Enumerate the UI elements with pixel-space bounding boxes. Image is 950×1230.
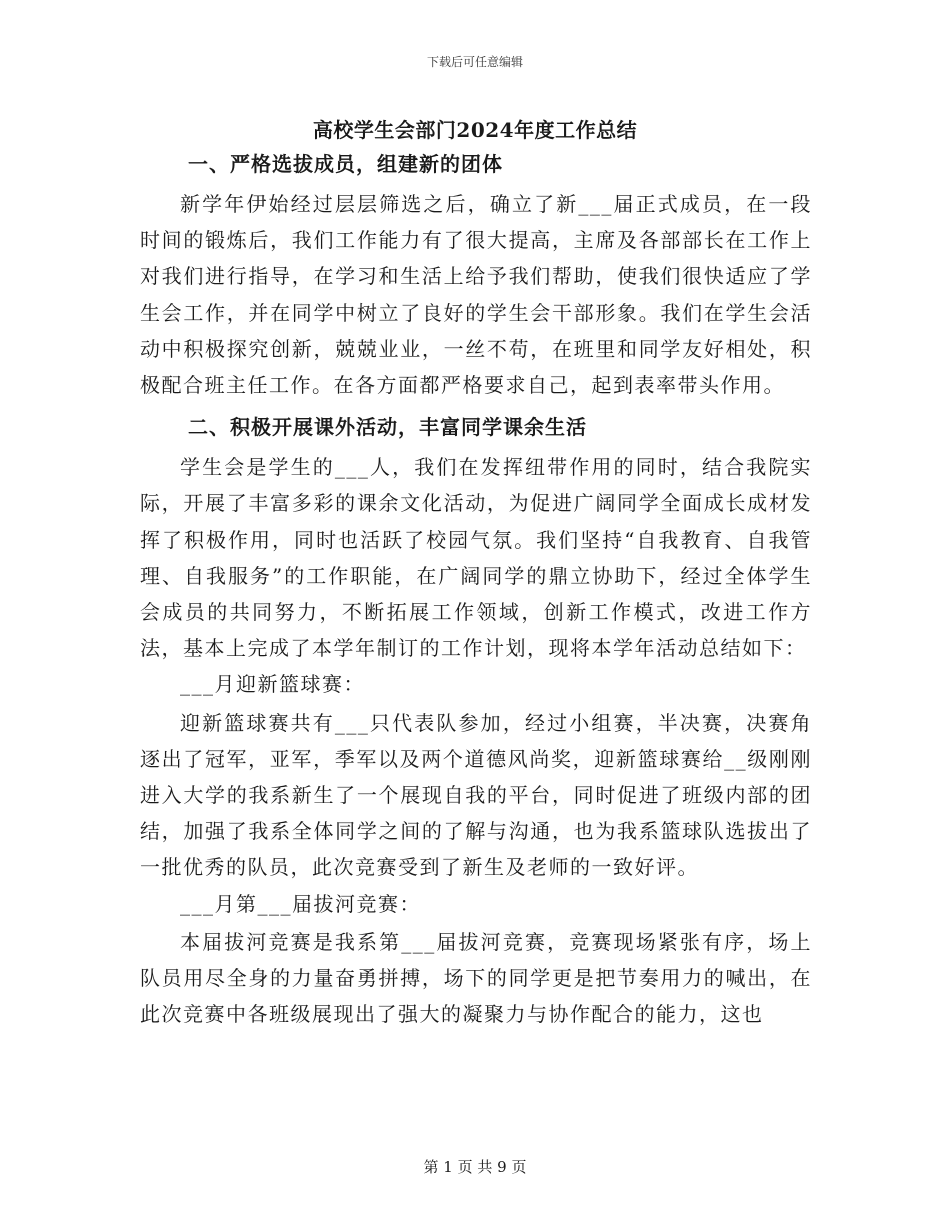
document-body xyxy=(140,146,812,1032)
item2-text: 本届拔河竞赛是我系第___届拔河竞赛，竞赛现场紧张有序，场上队员用尽全身的力量奋勇拼搏，场下的同学更是把节奏用力的喊出，在此次竞赛中各班级展现出了强大的凝聚力与协作配合的能力，这也 xyxy=(140,929,812,1027)
section2-heading: 二、积极开展课外活动，丰富同学课余生活 xyxy=(188,415,587,440)
item1-text: 迎新篮球赛共有___只代表队参加，经过小组赛，半决赛，决赛角逐出了冠军，亚军，季军以及两个道德风尚奖，迎新篮球赛给__级刚刚进入大学的我系新生了一个展现自我的平台，同时促进了班级内部的团结，加强了我系全体同学之间的了解与沟通，也为我系篮球队选拔出了一批优秀的队员，此次竞赛受到了新生及老师的一致好评。 xyxy=(140,710,812,880)
item2-title: ___月第___届拔河竞赛： xyxy=(180,891,421,916)
item1-title: ___月迎新篮球赛： xyxy=(180,672,365,697)
header-note: 下载后可任意编辑 xyxy=(426,55,523,69)
section1-heading: 一、严格选拔成员，组建新的团体 xyxy=(188,152,503,176)
document-title: 高校学生会部门2024年度工作总结 xyxy=(312,118,638,142)
section1-paragraph: 新学年伊始经过层层筛选之后，确立了新___届正式成员，在一段时间的锻炼后，我们工作能力有了很大提高，主席及各部部长在工作上对我们进行指导，在学习和生活上给予我们帮助，使我们很快适应了学生会工作，并在同学中树立了良好的学生会干部形象。我们在学生会活动中积极探究创新，兢兢业业，一丝不苟，在班里和同学友好相处，积极配合班主任工作。在各方面都严格要求自己，起到表率带头作用。 xyxy=(140,192,812,398)
page-footer: 第 1 页 共 9 页 xyxy=(423,1158,527,1176)
section2-paragraph: 学生会是学生的___人，我们在发挥纽带作用的同时，结合我院实际，开展了丰富多彩的课余文化活动，为促进广阔同学全面成长成材发挥了积极作用，同时也活跃了校园气氛。我们坚持“自我教育、自我管理、自我服务”的工作职能，在广阔同学的鼎立协助下，经过全体学生会成员的共同努力，不断拓展工作领域，创新工作模式，改进工作方法，基本上完成了本学年制订的工作计划，现将本学年活动总结如下： xyxy=(140,455,812,661)
